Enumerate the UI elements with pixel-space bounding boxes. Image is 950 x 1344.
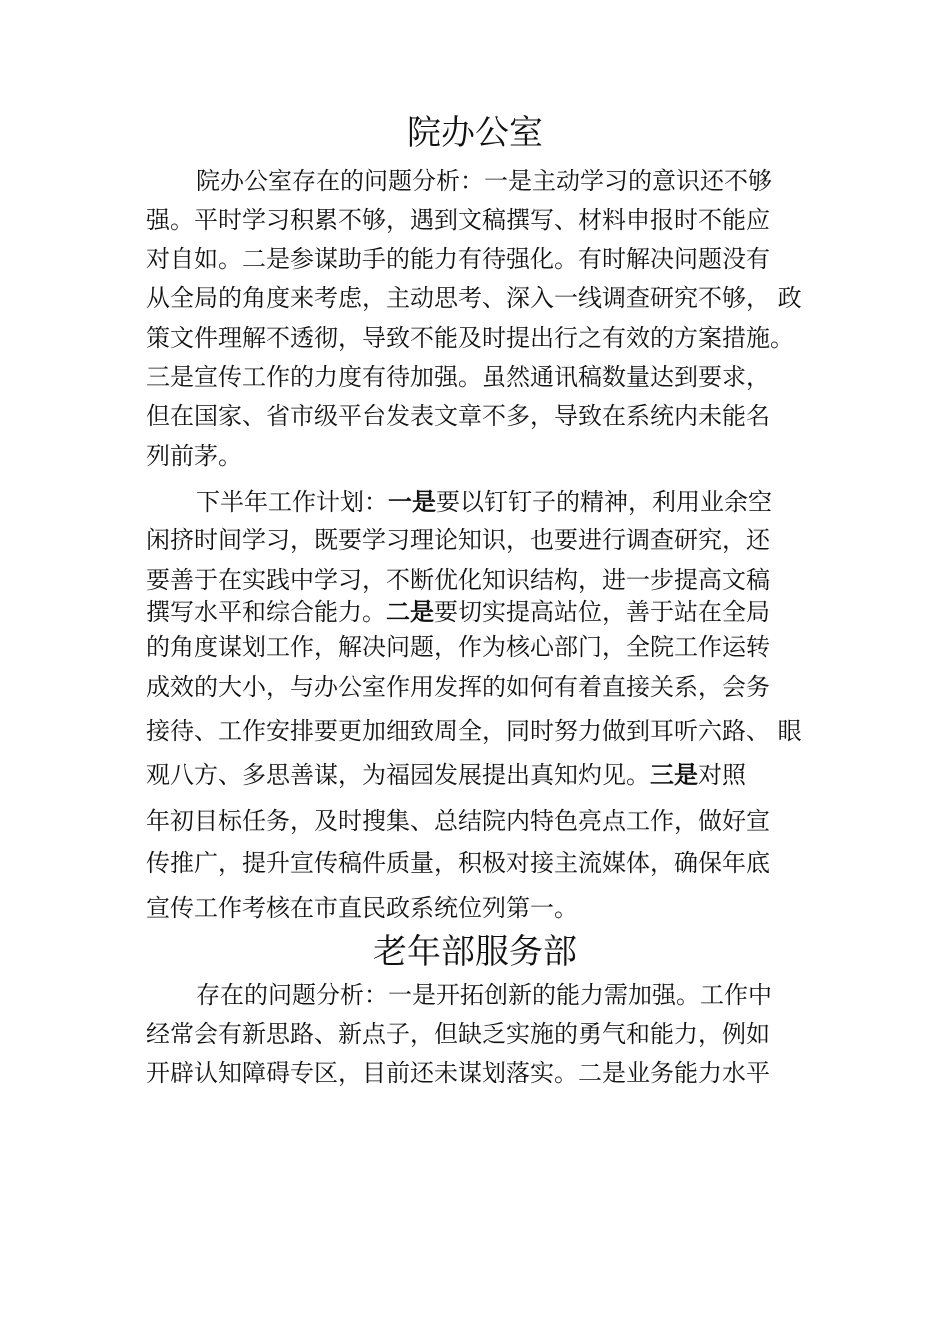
paragraph-line: 从全局的角度来考虑，主动思考、深入一线调查研究不够， 政 — [146, 284, 802, 312]
plan-line: 宣传工作考核在市直民政系统位列第一。 — [146, 894, 578, 922]
paragraph-line: 存在的问题分析：一是开拓创新的能力需加强。工作中 — [196, 981, 772, 1009]
plan-text: 对照 — [698, 761, 746, 789]
paragraph-line: 列前茅。 — [146, 442, 242, 470]
paragraph-line: 但在国家、省市级平台发表文章不多，导致在系统内未能名 — [146, 402, 770, 430]
plan-line: 闲挤时间学习，既要学习理论知识，也要进行调查研究，还 — [146, 526, 770, 554]
plan-text: 要以钉钉子的精神，利用业余空 — [436, 488, 772, 516]
plan-line — [146, 760, 746, 790]
plan-text: 观八方、多思善谋，为福园发展提出真知灼见。 — [146, 761, 650, 789]
paragraph-line: 对自如。二是参谋助手的能力有待强化。有时解决问题没有 — [146, 245, 770, 273]
paragraph-line: 经常会有新思路、新点子，但缺乏实施的勇气和能力，例如 — [146, 1020, 770, 1048]
paragraph-line: 三是宣传工作的力度有待加强。虽然通讯稿数量达到要求， — [146, 363, 770, 391]
point-one-label: 一是 — [388, 488, 436, 516]
section-title-office: 院办公室 — [407, 113, 543, 153]
plan-line: 成效的大小，与办公室作用发挥的如何有着直接关系，会务 — [146, 673, 770, 701]
plan-line — [196, 487, 772, 517]
paragraph-line: 开辟认知障碍专区，目前还未谋划落实。二是业务能力水平 — [146, 1059, 770, 1087]
plan-text: 撰写水平和综合能力。 — [146, 598, 386, 626]
plan-line: 要善于在实践中学习，不断优化知识结构，进一步提高文稿 — [146, 566, 770, 594]
plan-line: 接待、工作安排要更加细致周全，同时努力做到耳听六路、 眼 — [146, 717, 802, 745]
plan-text: 要切实提高站位，善于站在全局 — [434, 598, 770, 626]
point-two-label: 二是 — [386, 598, 434, 626]
plan-line: 年初目标任务，及时搜集、总结院内特色亮点工作，做好宣 — [146, 807, 770, 835]
plan-heading: 下半年工作计划： — [196, 488, 388, 516]
plan-line: 传推广，提升宣传稿件质量，积极对接主流媒体，确保年底 — [146, 849, 770, 877]
paragraph-line: 策文件理解不透彻，导致不能及时提出行之有效的方案措施。 — [146, 324, 794, 352]
section-title-elderly-service: 老年部服务部 — [373, 932, 577, 972]
plan-line — [146, 597, 770, 627]
paragraph-line: 强。平时学习积累不够，遇到文稿撰写、材料申报时不能应 — [146, 206, 770, 234]
point-three-label: 三是 — [650, 761, 698, 789]
plan-line: 的角度谋划工作，解决问题，作为核心部门，全院工作运转 — [146, 633, 770, 661]
paragraph-line: 院办公室存在的问题分析：一是主动学习的意识还不够 — [196, 167, 772, 195]
